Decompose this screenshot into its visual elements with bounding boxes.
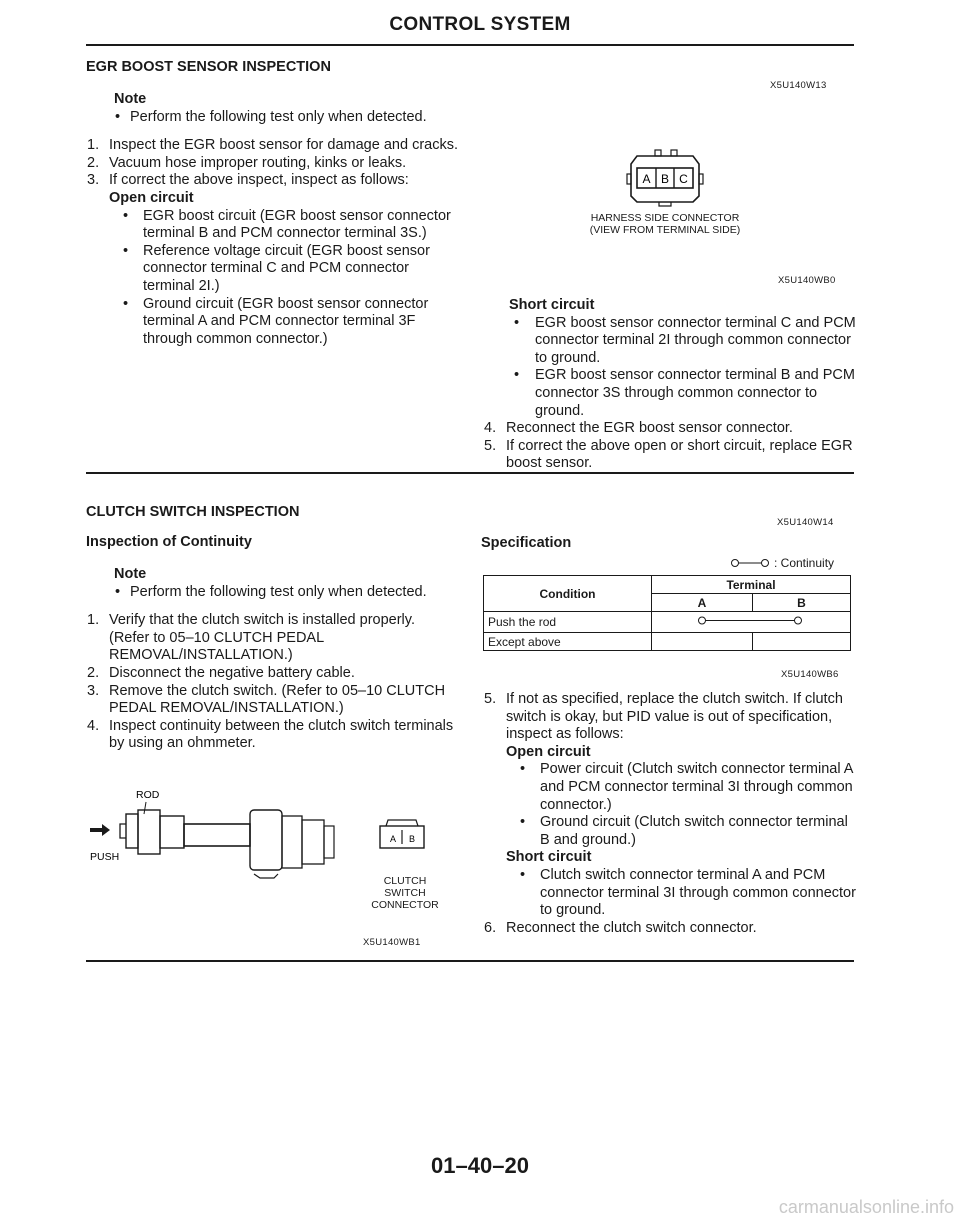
egr-steps-after — [481, 420, 861, 473]
terminal-a-header: A — [652, 594, 753, 612]
list-item: 3. Remove the clutch switch. (Refer to 05–10 CLUTCH PEDAL REMOVAL/INSTALLATION.) — [87, 682, 446, 717]
list-item: 2. Disconnect the negative battery cable. — [87, 664, 355, 681]
connector-terminal-c: C — [679, 172, 688, 186]
terminal-header: Terminal — [652, 576, 851, 594]
clutch-open-block — [481, 744, 861, 920]
clutch-section-heading: CLUTCH SWITCH INSPECTION — [86, 504, 300, 520]
clutch-right-column — [481, 691, 861, 937]
table-row: Push the rod — [484, 612, 851, 633]
continuity-legend: : Continuity — [730, 556, 834, 570]
clutch-connector-caption: CLUTCH SWITCH CONNECTOR — [371, 875, 439, 911]
continuity-table — [483, 575, 851, 651]
list-item: 6. Reconnect the clutch switch connector. — [484, 919, 757, 936]
table-code: X5U140WB6 — [781, 669, 839, 680]
spec-label: Specification — [481, 535, 572, 551]
bottom-rule — [86, 960, 854, 962]
list-item: 5. If not as specified, replace the clutch switch. If clutch switch is okay, but PID value is out of specification, inspect as follows: — [484, 691, 843, 743]
push-arrow-icon — [90, 824, 110, 836]
egr-connector-caption: HARNESS SIDE CONNECTOR (VIEW FROM TERMINAL SIDE) — [589, 212, 741, 236]
rod-label: ROD — [136, 789, 160, 801]
list-item: 1. Verify that the clutch switch is installed properly. (Refer to 05–10 CLUTCH PEDAL REMOVAL/INSTALLATION.) — [87, 612, 415, 664]
list-item: 5. If correct the above open or short circuit, replace EGR boost sensor. — [484, 437, 853, 472]
egr-open-block — [86, 190, 458, 348]
continuity-cell — [652, 612, 851, 633]
page-title: CONTROL SYSTEM — [389, 14, 571, 35]
egr-short-block — [481, 297, 861, 420]
list-item: • Power circuit (Clutch switch connector terminal A and PCM connector terminal 3I through common connector.) — [520, 761, 853, 813]
clutch-note-text: Perform the following test only when detected. — [130, 583, 427, 600]
list-item: • EGR boost sensor connector terminal C and PCM connector terminal 2I through common connector to ground. — [514, 314, 856, 366]
egr-steps — [86, 137, 458, 190]
list-item: 3. If correct the above inspect, inspect as follows: — [87, 172, 409, 189]
egr-short-label: Short circuit — [509, 297, 595, 313]
egr-figure-code: X5U140WB0 — [778, 275, 836, 286]
connector-terminal-b: B — [660, 172, 670, 186]
page-number: 01–40–20 — [431, 1153, 529, 1178]
egr-left-column — [86, 91, 458, 348]
clutch-open-label: Open circuit — [506, 743, 591, 760]
egr-section-heading: EGR BOOST SENSOR INSPECTION — [86, 59, 331, 75]
egr-open-label: Open circuit — [109, 189, 194, 206]
clutch-figure-code: X5U140WB1 — [363, 937, 421, 948]
header-rule — [86, 44, 854, 46]
egr-harness-connector-figure — [615, 142, 715, 208]
clutch-section-code: X5U140W14 — [777, 517, 834, 528]
section-divider — [86, 472, 854, 474]
condition-header: Condition — [484, 576, 652, 612]
egr-right-column — [481, 297, 861, 473]
list-item: 4. Reconnect the EGR boost sensor connector. — [484, 420, 793, 437]
clutch-connector-terminal-a: A — [389, 834, 397, 844]
list-item: 2. Vacuum hose improper routing, kinks or leaks. — [87, 154, 407, 171]
terminal-b-header: B — [753, 594, 851, 612]
continuity-symbol-icon — [730, 558, 770, 568]
continuity-mark — [652, 612, 850, 629]
list-item: • EGR boost circuit (EGR boost sensor connector terminal B and PCM connector terminal 3S.) — [123, 207, 451, 242]
clutch-note: • Perform the following test only when detected. — [115, 583, 427, 600]
clutch-steps — [86, 612, 458, 753]
clutch-sub-heading: Inspection of Continuity — [86, 534, 252, 550]
clutch-connector-terminal-b: B — [408, 834, 416, 844]
list-item: 1. Inspect the EGR boost sensor for damage and cracks. — [87, 137, 458, 154]
clutch-short-label: Short circuit — [506, 849, 592, 866]
egr-section-code: X5U140W13 — [770, 80, 827, 91]
egr-note-label: Note — [114, 91, 147, 107]
egr-note-text: Perform the following test only when detected. — [130, 108, 427, 125]
list-item: • Ground circuit (EGR boost sensor connector terminal A and PCM connector terminal 3F through common connector.) — [123, 295, 429, 347]
clutch-note-label: Note — [114, 566, 147, 582]
egr-note: • Perform the following test only when detected. — [115, 108, 427, 125]
clutch-left-column — [86, 566, 458, 753]
watermark: carmanualsonline.info — [778, 1197, 954, 1217]
push-label: PUSH — [90, 851, 120, 863]
connector-terminal-a: A — [642, 172, 651, 186]
list-item: • Reference voltage circuit (EGR boost sensor connector terminal C and PCM connector terminal 2I.) — [123, 242, 430, 294]
list-item: 4. Inspect continuity between the clutch switch terminals by using an ohmmeter. — [87, 717, 454, 752]
list-item: • Clutch switch connector terminal A and PCM connector terminal 3I through common connector to ground. — [520, 866, 856, 919]
list-item: • Ground circuit (Clutch switch connector terminal B and ground.) — [520, 814, 848, 848]
list-item: • EGR boost sensor connector terminal B and PCM connector 3S through common connector to ground. — [514, 367, 855, 419]
table-row: Except above — [484, 633, 851, 651]
